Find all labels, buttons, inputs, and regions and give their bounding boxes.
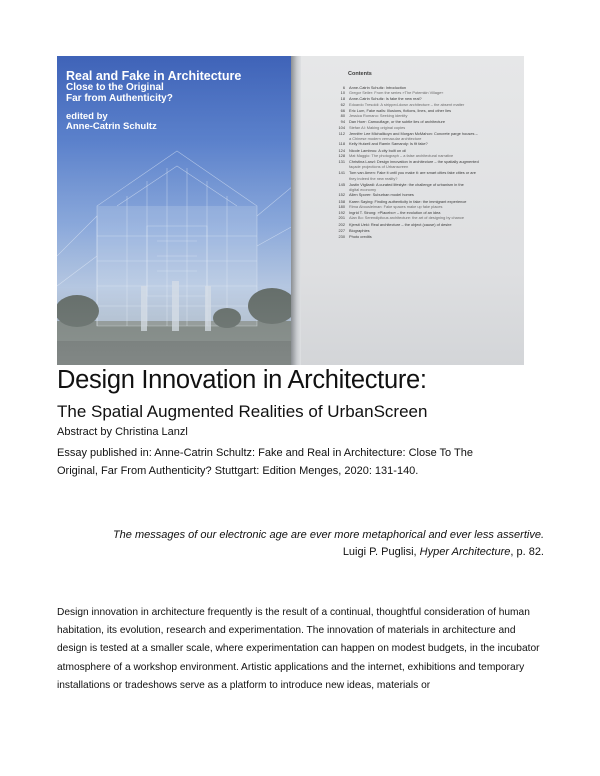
contents-entry-text — [349, 222, 517, 227]
contents-page-number: 141 — [338, 170, 345, 176]
contents-page-numbers — [321, 170, 349, 180]
epigraph-citation — [57, 544, 544, 561]
contents-page-numbers — [321, 222, 349, 227]
contents-page-numbers — [321, 182, 349, 197]
contents-page-numbers — [321, 85, 349, 95]
contents-entry — [321, 234, 517, 239]
contents-entry — [321, 159, 517, 169]
contents-line: Allen Sporer: Suburban model homes — [349, 192, 414, 198]
contents-entry-text — [349, 234, 517, 239]
contents-line: digital economy — [349, 187, 377, 193]
contents-page — [301, 56, 524, 365]
contents-page-number: 66 — [340, 107, 345, 113]
contents-line: a Chinese modern vernacular architecture — [349, 136, 422, 142]
contents-page-number: 227 — [338, 227, 345, 233]
contents-line: Mat Maggio: The photograph – a false architectural narrative — [349, 152, 454, 158]
contents-line: Photo credits — [349, 234, 372, 240]
contents-entry — [321, 222, 517, 227]
contents-page-number: 94 — [340, 119, 345, 125]
contents-line: they indeed the new reality? — [349, 175, 398, 181]
contents-page-numbers — [321, 234, 349, 239]
contents-page-number: 80 — [340, 113, 345, 119]
book-spread-photo — [57, 56, 524, 365]
contents-entry — [321, 96, 517, 106]
contents-entry — [321, 210, 517, 220]
contents-entry — [321, 119, 517, 129]
contents-entry-text — [349, 119, 517, 129]
contents-line: Jennifer Lee Michalikoyn and Morgan McMahon: Concrete parge houses – — [349, 130, 478, 136]
epigraph-page: , p. 82. — [510, 546, 544, 558]
epigraph-text: The messages of our electronic age are ever more metaphorical and ever less assertive. — [112, 529, 544, 541]
contents-page-number: 10 — [340, 90, 345, 96]
contents-line: Rima Abousleiman: Fake spaces make up fake places — [349, 203, 443, 209]
contents-page-number: 118 — [338, 141, 345, 147]
contents-entry-text — [349, 108, 517, 118]
contents-page-numbers — [321, 131, 349, 146]
article-title: Design Innovation in Architecture: — [57, 366, 427, 394]
contents-entry-text — [349, 199, 517, 209]
contents-page-numbers — [321, 119, 349, 129]
contents-entry-text — [349, 96, 517, 106]
cover-subtitle-line: Close to the Original — [66, 82, 164, 94]
contents-line: Christina Lanzl: Design innovation in architecture – the spatially augmented — [349, 159, 479, 164]
contents-line: Edoardo Tresoldi: A stripped-down architecture – the absent matter — [349, 101, 465, 107]
cover-subtitle-line: Far from Authenticity? — [66, 92, 173, 104]
contents-line: Stefan Al: Making original copies — [349, 124, 406, 130]
publication-note: Essay published in: Anne-Catrin Schultz: Fake and Real in Architecture: Close To The Original, Far From Authenticity? Stuttgart: Edition Menges, 2020: 131-140. — [57, 447, 473, 477]
contents-page-numbers — [321, 108, 349, 118]
abstract-byline: Abstract by Christina Lanzl — [57, 426, 188, 438]
contents-entry-text — [349, 85, 517, 95]
contents-entry — [321, 170, 517, 180]
cover-editor-label: edited by — [66, 111, 108, 122]
contents-line: Ingrid T. Strong: »Placebo« – the evolution of an idea — [349, 210, 441, 216]
contents-page-numbers — [321, 199, 349, 209]
contents-page-number: 131 — [338, 159, 345, 164]
contents-page-numbers — [321, 210, 349, 220]
contents-page-number: 124 — [338, 147, 345, 153]
epigraph-author: Luigi P. Puglisi, — [342, 546, 420, 558]
contents-line: Biographies — [349, 227, 370, 233]
epigraph-work: Hyper Architecture — [419, 546, 511, 558]
contents-entry-text — [349, 170, 517, 180]
contents-page-number: 18 — [340, 96, 345, 102]
contents-entry — [321, 148, 517, 158]
contents-page-number — [321, 176, 345, 181]
contents-page-number: 202 — [338, 221, 345, 227]
contents-entry-text — [349, 182, 517, 197]
contents-entry-text — [349, 210, 517, 220]
contents-line: Eric Lum, Fake walls: Illusions, fictions, lines, and other lies — [349, 107, 452, 113]
contents-page-number: 180 — [338, 203, 345, 209]
contents-entry — [321, 199, 517, 209]
contents-page-number — [321, 164, 345, 169]
contents-line: façade projections of Urbanscreen — [349, 164, 409, 170]
contents-line: Alan Bo: Serendipitous architecture: the art of designing by chance — [349, 215, 465, 221]
book-cover — [57, 56, 293, 365]
contents-line: Tom van Amen: Fake it until you make it: are smart cities fake cities or are — [349, 170, 476, 176]
contents-entry — [321, 85, 517, 95]
contents-line: Anne-Catrin Schultz: Is fake the new real? — [349, 96, 422, 102]
contents-line: Kelly Hutzell and Ramin Samandy: Is fit fake? — [349, 141, 428, 147]
article-subtitle: The Spatial Augmented Realities of UrbanScreen — [57, 402, 428, 421]
contents-page-number: 62 — [340, 101, 345, 107]
contents-page-numbers — [321, 228, 349, 233]
contents-list — [321, 85, 517, 241]
contents-page-number: 158 — [338, 198, 345, 204]
contents-line: Kjersti Ueki: Real architecture – the object (cause) of desire — [349, 221, 452, 227]
body-paragraph: Design innovation in architecture frequently is the result of a continual, thoughtful consideration of human habitation, its evolution, research and experimentation. The innovation of materials in architecture and design is tested at a smaller scale, where experimentation can happen on modest budgets, in the incubator atmosphere of a workshop environment. Artistic applications and the internet, exhibitions and temporary installations or tradeshows serve as a platform to introduce new ideas, materials or — [57, 607, 540, 691]
contents-line: Karen Saying: Finding authenticity in fake: the immigrant experience — [349, 198, 467, 204]
contents-page-number: 112 — [338, 130, 345, 136]
contents-page-number: 152 — [338, 192, 345, 198]
contents-entry — [321, 108, 517, 118]
contents-line: Nicole Lambrou: A city built on oil — [349, 147, 407, 153]
book-gutter — [291, 56, 301, 365]
contents-page-numbers — [321, 148, 349, 158]
contents-line: Jessica Romano: Seeking identity — [349, 113, 408, 119]
contents-entry — [321, 131, 517, 146]
contents-page-number: 104 — [338, 124, 345, 130]
contents-line: Dan Hoer: Camouflage, or the subtle lies of architecture — [349, 119, 446, 125]
contents-line: Anne-Catrin Schultz: Introduction — [349, 85, 407, 90]
contents-entry-text — [349, 228, 517, 233]
contents-entry-text — [349, 131, 517, 146]
contents-entry — [321, 182, 517, 197]
contents-entry-text — [349, 159, 517, 169]
contents-page-number: 6 — [342, 85, 345, 90]
cover-editor-name: Anne-Catrin Schultz — [66, 121, 157, 133]
contents-page-number: 128 — [338, 152, 345, 158]
contents-entry — [321, 228, 517, 233]
contents-page-number: 192 — [338, 210, 345, 216]
cover-editor — [66, 112, 157, 133]
contents-line: Gregor Seiler: From the series »The Potemkin Village« — [349, 90, 444, 96]
contents-page-number: 201 — [338, 215, 345, 221]
cover-title — [66, 70, 286, 104]
epigraph — [57, 527, 544, 561]
contents-heading: Contents — [348, 71, 372, 77]
contents-page-numbers — [321, 159, 349, 169]
cover-title-line: Real and Fake in Architecture — [66, 69, 242, 83]
contents-entry-text — [349, 148, 517, 158]
contents-page-number: 230 — [338, 234, 345, 240]
contents-page-number: 145 — [338, 181, 345, 187]
contents-line: Justin Vigliardi: A curated lifestyle: the challenge of urbanism in the — [349, 181, 464, 187]
contents-page-numbers — [321, 96, 349, 106]
